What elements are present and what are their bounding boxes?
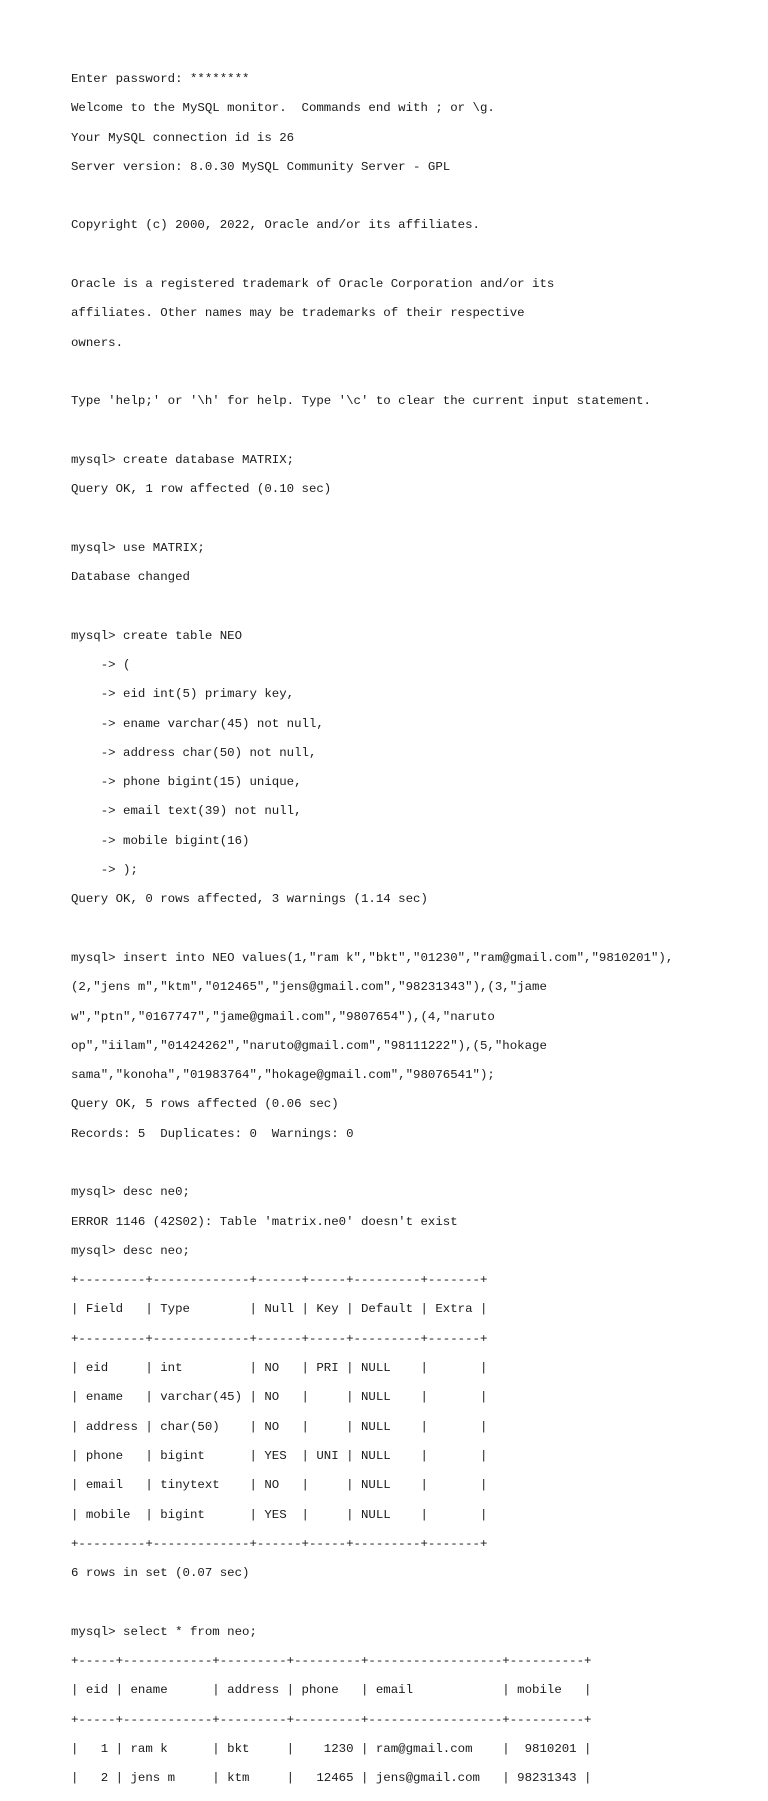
terminal-line xyxy=(71,599,751,614)
terminal-line: +---------+-------------+------+-----+---------+-------+ xyxy=(71,1536,488,1551)
terminal-line: Records: 5 Duplicates: 0 Warnings: 0 xyxy=(71,1126,354,1141)
terminal-line: mysql> use MATRIX; xyxy=(71,540,205,555)
terminal-line: -> email text(39) not null, xyxy=(71,804,302,819)
terminal-line: mysql> select * from neo; xyxy=(71,1624,257,1639)
terminal-line: owners. xyxy=(71,335,124,350)
terminal-line xyxy=(71,248,751,263)
terminal-line xyxy=(71,189,751,204)
terminal-line: | address | char(50) | NO | | NULL | | xyxy=(71,1419,488,1434)
terminal-line: -> ename varchar(45) not null, xyxy=(71,716,324,731)
terminal-line: -> address char(50) not null, xyxy=(71,745,317,760)
terminal-line xyxy=(71,424,751,439)
terminal-line: +-----+------------+---------+---------+------------------+----------+ xyxy=(71,1654,592,1669)
terminal-line: | eid | ename | address | phone | email | mobile | xyxy=(71,1683,592,1698)
terminal-line: mysql> create table NEO xyxy=(71,628,243,643)
terminal-line xyxy=(71,1156,751,1171)
terminal-output xyxy=(71,72,751,1801)
terminal-line xyxy=(71,1595,751,1610)
terminal-line: Your MySQL connection id is 26 xyxy=(71,130,295,145)
terminal-line: (2,"jens m","ktm","012465","jens@gmail.com","98231343"),(3,"jame xyxy=(71,980,547,995)
terminal-line xyxy=(71,365,751,380)
terminal-line: mysql> create database MATRIX; xyxy=(71,452,295,467)
terminal-line: op","iilam","01424262","naruto@gmail.com","98111222"),(5,"hokage xyxy=(71,1038,547,1053)
terminal-line: | eid | int | NO | PRI | NULL | | xyxy=(71,1361,488,1376)
terminal-line: sama","konoha","01983764","hokage@gmail.com","98076541"); xyxy=(71,1068,495,1083)
terminal-line xyxy=(71,511,751,526)
terminal-line: Copyright (c) 2000, 2022, Oracle and/or its affiliates. xyxy=(71,218,480,233)
terminal-line: -> ); xyxy=(71,863,138,878)
terminal-line: +---------+-------------+------+-----+---------+-------+ xyxy=(71,1331,488,1346)
terminal-line: | 2 | jens m | ktm | 12465 | jens@gmail.com | 98231343 | xyxy=(71,1771,592,1786)
terminal-line: -> mobile bigint(16) xyxy=(71,833,250,848)
terminal-line: +---------+-------------+------+-----+---------+-------+ xyxy=(71,1273,488,1288)
terminal-line: ERROR 1146 (42S02): Table 'matrix.ne0' doesn't exist xyxy=(71,1214,458,1229)
terminal-line: Oracle is a registered trademark of Oracle Corporation and/or its xyxy=(71,277,555,292)
terminal-line: | mobile | bigint | YES | | NULL | | xyxy=(71,1507,488,1522)
terminal-line: Query OK, 5 rows affected (0.06 sec) xyxy=(71,1097,339,1112)
terminal-line: | Field | Type | Null | Key | Default | Extra | xyxy=(71,1302,488,1317)
terminal-line: Server version: 8.0.30 MySQL Community Server - GPL xyxy=(71,159,451,174)
terminal-line: mysql> insert into NEO values(1,"ram k","bkt","01230","ram@gmail.com","9810201"), xyxy=(71,950,674,965)
terminal-line: | ename | varchar(45) | NO | | NULL | | xyxy=(71,1390,488,1405)
terminal-line: +-----+------------+---------+---------+------------------+----------+ xyxy=(71,1712,592,1727)
terminal-line: | email | tinytext | NO | | NULL | | xyxy=(71,1478,488,1493)
terminal-line: mysql> desc ne0; xyxy=(71,1185,190,1200)
terminal-line: Query OK, 1 row affected (0.10 sec) xyxy=(71,482,332,497)
terminal-line xyxy=(71,922,751,937)
terminal-line: -> ( xyxy=(71,657,131,672)
terminal-line: affiliates. Other names may be trademarks of their respective xyxy=(71,306,525,321)
terminal-line: -> phone bigint(15) unique, xyxy=(71,775,302,790)
terminal-line: Database changed xyxy=(71,570,190,585)
terminal-line: Welcome to the MySQL monitor. Commands end with ; or \g. xyxy=(71,101,495,116)
terminal-line: | 1 | ram k | bkt | 1230 | ram@gmail.com | 9810201 | xyxy=(71,1741,592,1756)
terminal-line: Enter password: ******** xyxy=(71,72,250,86)
terminal-line: -> eid int(5) primary key, xyxy=(71,687,295,702)
terminal-line: Query OK, 0 rows affected, 3 warnings (1.14 sec) xyxy=(71,892,428,907)
terminal-line: | phone | bigint | YES | UNI | NULL | | xyxy=(71,1448,488,1463)
terminal-line: w","ptn","0167747","jame@gmail.com","9807654"),(4,"naruto xyxy=(71,1009,495,1024)
terminal-line: 6 rows in set (0.07 sec) xyxy=(71,1566,250,1581)
terminal-line: mysql> desc neo; xyxy=(71,1243,190,1258)
terminal-line: Type 'help;' or '\h' for help. Type '\c' to clear the current input statement. xyxy=(71,394,651,409)
